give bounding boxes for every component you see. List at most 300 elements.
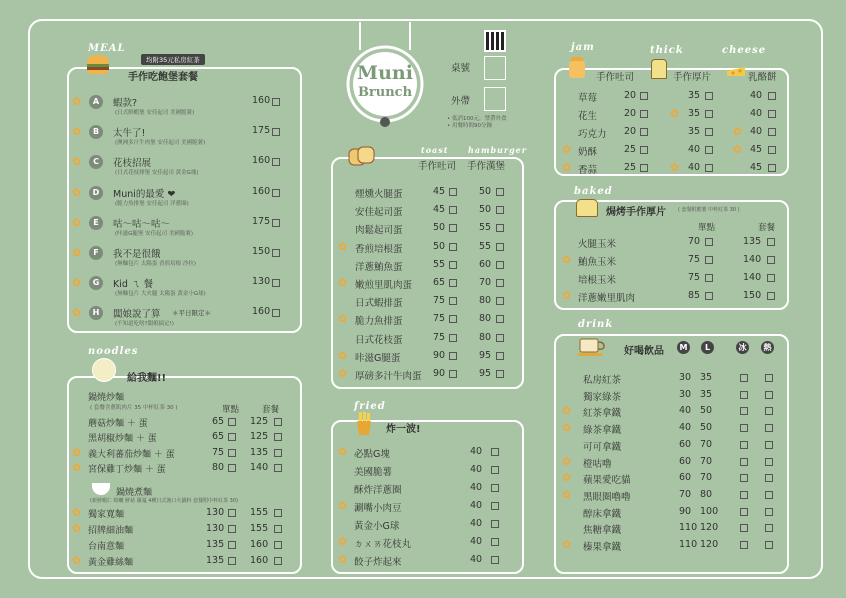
drink-hot-checkbox[interactable]	[765, 374, 773, 382]
star-icon: ✿	[72, 554, 82, 567]
drink-m-price: 110	[679, 539, 698, 550]
star-icon: ✿	[338, 535, 348, 548]
toast-checkbox[interactable]	[449, 352, 457, 360]
noodle-item-single: 130	[206, 523, 225, 534]
jam-item-name: 花生	[578, 111, 598, 122]
drink-m-price: 30	[679, 388, 692, 400]
jam-toast-checkbox[interactable]	[640, 128, 648, 136]
thick-tag: thick	[650, 45, 684, 56]
jam-toast-checkbox[interactable]	[640, 92, 648, 100]
drink-m-price: 40	[679, 422, 692, 434]
toast-item-name: 咔滋G腿蛋	[355, 352, 401, 364]
noodle-single-checkbox[interactable]	[228, 418, 236, 426]
noodle-set-checkbox[interactable]	[274, 541, 282, 549]
meal-item-price: 160	[252, 306, 271, 318]
drink-ice-checkbox[interactable]	[740, 508, 748, 516]
toast-checkbox[interactable]	[449, 224, 457, 232]
drink-l-price: 35	[700, 372, 713, 383]
meal-item-desc: (無麵包片 太陽蛋 香煎培根 沙拉)	[115, 261, 197, 267]
jam-cheese-checkbox[interactable]	[768, 128, 776, 136]
star-icon: ✿	[72, 215, 82, 229]
jam-panel	[554, 68, 789, 176]
noodle-item-name: 義大利蕃茄炒麵 ＋ 蛋	[88, 449, 175, 460]
fried-panel	[331, 420, 524, 574]
hot-badge: 熱	[761, 341, 774, 354]
star-icon: ✿	[72, 125, 82, 139]
fried-checkbox[interactable]	[491, 484, 499, 492]
jam-thick-checkbox[interactable]	[705, 128, 713, 136]
noodle-item-single: 75	[212, 446, 225, 458]
noodle-item-name: 蘑菇炒麵 ＋ 蛋	[88, 419, 148, 429]
meal-item-checkbox[interactable]	[272, 128, 280, 136]
jam-cheese-checkbox[interactable]	[768, 110, 776, 118]
meal-item-name: 闆娘說了算	[113, 309, 161, 321]
burger-checkbox[interactable]	[496, 261, 504, 269]
drink-l-price: 35	[700, 388, 713, 400]
meal-title: 手作吃飽堡套餐	[128, 72, 198, 83]
fried-item-price: 40	[470, 500, 483, 511]
toast-item-name: 脆力魚排蛋	[355, 316, 403, 328]
drink-ice-checkbox[interactable]	[740, 391, 748, 399]
noodle-item-name: 黃金雞絲麵	[88, 558, 134, 568]
drink-l-price: 70	[700, 455, 713, 467]
takeout-label: 外帶	[451, 96, 471, 107]
takeout-box[interactable]	[484, 87, 506, 111]
star-icon: ✿	[562, 471, 572, 485]
toast-checkbox[interactable]	[449, 206, 457, 214]
star-icon: ✿	[72, 445, 82, 459]
noodle-set-checkbox[interactable]	[274, 525, 282, 533]
cheese-icon	[727, 62, 745, 76]
baked-item-name: 鮪魚玉米	[578, 257, 617, 268]
table-label: 桌號	[451, 63, 471, 74]
meal-item-desc: (無麵包片 大火腿 太陽蛋 黃金小G球)	[115, 291, 206, 298]
toast-checkbox[interactable]	[449, 261, 457, 269]
baked-col-set: 套餐	[758, 223, 776, 233]
fried-item-price: 40	[470, 536, 483, 547]
fried-checkbox[interactable]	[491, 520, 499, 528]
star-icon: ✿	[72, 306, 82, 320]
burger-item-price: 80	[479, 295, 492, 307]
burger-checkbox[interactable]	[496, 334, 504, 342]
noodle-single-checkbox[interactable]	[228, 557, 236, 565]
drink-hot-checkbox[interactable]	[765, 474, 773, 482]
drink-l-price: 50	[700, 405, 713, 417]
baked-single-price: 85	[688, 290, 701, 301]
drink-l-price: 120	[700, 522, 719, 534]
jam-toast-checkbox[interactable]	[640, 146, 648, 154]
fried-item-name: 黃金小G球	[354, 521, 400, 532]
fried-item-name: 美國脆薯	[354, 467, 393, 478]
drink-panel	[554, 334, 789, 574]
drink-ice-checkbox[interactable]	[740, 458, 748, 466]
meal-item-desc: (澳洲多汁牛肉堡 安佳起司 美國脆薯)	[115, 140, 206, 147]
drink-tag: drink	[578, 319, 614, 330]
star-icon: ✿	[338, 445, 348, 458]
meal-item-desc: (日式鮮蝦堡 安佳起司 美國脆薯)	[115, 110, 195, 116]
jam-col-thick: 手作厚片	[673, 72, 712, 83]
drink-hot-checkbox[interactable]	[765, 441, 773, 449]
noodle-set-checkbox[interactable]	[274, 464, 282, 472]
noodles-section2-title: 鍋燒煮麵	[116, 488, 153, 498]
baked-icon	[576, 199, 598, 217]
toast-item-name: 日式花枝蛋	[355, 334, 403, 346]
noodle-item-name: 黑胡椒炒麵 ＋ 蛋	[88, 434, 157, 445]
noodle-item-set: 160	[250, 555, 269, 566]
meal-item-checkbox[interactable]	[272, 309, 280, 317]
star-icon: ✿	[562, 161, 572, 174]
baked-note: ( 套餐附脆薯 中杯紅茶 30 )	[678, 207, 740, 213]
drink-m-price: 90	[679, 505, 692, 517]
drink-hot-checkbox[interactable]	[765, 508, 773, 516]
meal-item-checkbox[interactable]	[272, 249, 280, 257]
star-icon: ✿	[72, 155, 82, 169]
drink-hot-checkbox[interactable]	[765, 391, 773, 399]
fried-item-price: 40	[470, 464, 483, 475]
fried-item-name: 涮嘴小肉豆	[354, 503, 402, 514]
noodle-single-checkbox[interactable]	[228, 433, 236, 441]
baked-item-name: 洋蔥嫩里肌肉	[578, 293, 636, 304]
toast-item-name: 日式蝦排蛋	[355, 298, 403, 310]
jam-thick-checkbox[interactable]	[705, 92, 713, 100]
star-icon: ✿	[562, 143, 572, 156]
meal-item-price: 175	[252, 215, 271, 227]
star-icon: ✿	[72, 276, 82, 290]
fried-item-name: 酥炸洋蔥圈	[354, 485, 402, 496]
jam-thick-price: 40	[688, 144, 701, 155]
baked-set-checkbox[interactable]	[767, 274, 775, 282]
toast-tag: toast	[421, 145, 449, 155]
toast-item-name: 煙燻火腿蛋	[355, 189, 403, 200]
star-icon: ✿	[338, 348, 348, 362]
baked-single-price: 75	[688, 272, 701, 283]
star-icon: ✿	[338, 239, 348, 253]
jam-cheese-checkbox[interactable]	[768, 92, 776, 100]
toast-checkbox[interactable]	[449, 297, 457, 305]
drink-item-name: 蘋果愛吃貓	[583, 475, 631, 487]
noodle-set-checkbox[interactable]	[274, 433, 282, 441]
noodle-single-checkbox[interactable]	[228, 525, 236, 533]
burger-item-price: 95	[479, 349, 492, 361]
baked-single-checkbox[interactable]	[705, 274, 713, 282]
jam-thick-checkbox[interactable]	[705, 164, 713, 172]
meal-item-desc: (不知道吃啥?闆娘搞定!)	[115, 321, 174, 328]
jam-cheese-checkbox[interactable]	[768, 146, 776, 154]
drink-item-name: 黑眼圈嚕嚕	[583, 491, 631, 503]
noodles-col-set: 套餐	[262, 405, 280, 415]
ice-badge: 冰	[736, 341, 749, 354]
noodle-item-name: 獨家寬麵	[88, 510, 125, 520]
drink-ice-checkbox[interactable]	[740, 424, 748, 432]
meal-note: 均附35元私房紅茶	[141, 54, 205, 65]
meal-item-checkbox[interactable]	[272, 279, 280, 287]
meal-item-name: 我不是很餓	[113, 249, 161, 260]
drink-item-name: 醇床拿鐵	[583, 508, 622, 520]
jam-toast-price: 20	[624, 108, 637, 119]
note-time: • 用餐時間90分鐘	[447, 123, 492, 129]
meal-item-price: 175	[252, 125, 271, 137]
jam-cheese-price: 45	[750, 162, 763, 173]
toast-item-price: 65	[433, 277, 446, 288]
toast-checkbox[interactable]	[449, 188, 457, 196]
fried-checkbox[interactable]	[491, 466, 499, 474]
meal-item-extra: ＊平日限定＊	[172, 309, 211, 318]
meal-item-checkbox[interactable]	[272, 189, 280, 197]
fried-item-price: 40	[470, 482, 483, 493]
noodle-single-checkbox[interactable]	[228, 449, 236, 457]
drink-hot-checkbox[interactable]	[765, 458, 773, 466]
toast-checkbox[interactable]	[449, 334, 457, 342]
star-icon: ✿	[338, 367, 348, 380]
noodle-item-set: 125	[250, 431, 269, 443]
meal-item-desc: (日式花枝排堡 安佳起司 黃金G塊)	[115, 170, 199, 177]
jam-thick-checkbox[interactable]	[705, 110, 713, 118]
fried-item-price: 40	[470, 518, 483, 529]
star-icon: ✿	[733, 143, 743, 156]
noodle-item-set: 155	[250, 523, 269, 534]
hamburger-tag: hamburger	[468, 145, 527, 155]
burger-item-price: 80	[479, 313, 492, 325]
meal-item-price: 130	[252, 276, 271, 288]
jam-jar-icon	[568, 57, 586, 79]
jam-cheese-price: 40	[750, 108, 763, 119]
baked-single-checkbox[interactable]	[705, 238, 713, 246]
drink-l-price: 50	[700, 422, 713, 434]
drink-m-price: 40	[679, 405, 692, 417]
fried-checkbox[interactable]	[491, 556, 499, 564]
noodle-item-name: 台南意麵	[88, 542, 125, 552]
noodle-item-set: 140	[250, 461, 269, 473]
drink-l-price: 80	[700, 488, 713, 500]
star-icon: ✿	[72, 460, 82, 474]
toast-item-name: 嫩煎里肌肉蛋	[355, 280, 413, 291]
jam-toast-checkbox[interactable]	[640, 110, 648, 118]
star-icon: ✿	[562, 538, 572, 551]
meal-item-price: 160	[252, 155, 271, 167]
coffee-cup-icon	[578, 336, 606, 358]
drink-hot-checkbox[interactable]	[765, 541, 773, 549]
drink-item-name: 橙咕嚕	[583, 458, 612, 470]
noodle-single-checkbox[interactable]	[228, 509, 236, 517]
star-icon: ✿	[338, 553, 348, 566]
logo-line1: Muni	[357, 62, 413, 84]
baked-set-checkbox[interactable]	[767, 238, 775, 246]
jam-thick-checkbox[interactable]	[705, 146, 713, 154]
star-icon: ✿	[562, 454, 572, 468]
burger-item-price: 55	[479, 222, 492, 234]
drink-item-name: 紅茶拿鐵	[583, 408, 622, 420]
meal-item-name: 太牛了!	[113, 128, 146, 140]
meal-letter-badge: C	[89, 155, 103, 169]
burger-checkbox[interactable]	[496, 315, 504, 323]
thick-toast-icon	[651, 59, 667, 79]
toast-item-price: 45	[433, 204, 446, 216]
drink-hot-checkbox[interactable]	[765, 407, 773, 415]
burger-checkbox[interactable]	[496, 206, 504, 214]
noodle-bowl-icon	[92, 358, 116, 382]
baked-single-checkbox[interactable]	[705, 256, 713, 264]
toast-item-name: 香煎培根蛋	[355, 243, 403, 255]
drink-hot-checkbox[interactable]	[765, 524, 773, 532]
cheese-tag: cheese	[722, 45, 767, 56]
noodles-title: 給我麵!!	[127, 373, 167, 384]
toast-item-price: 50	[433, 240, 446, 252]
baked-tag: baked	[574, 186, 613, 197]
noodle-item-set: 135	[250, 446, 269, 458]
fried-checkbox[interactable]	[491, 448, 499, 456]
noodle-item-name: 招牌細油麵	[88, 526, 134, 536]
drink-ice-checkbox[interactable]	[740, 541, 748, 549]
baked-item-name: 火腿玉米	[578, 239, 617, 250]
fries-icon	[355, 412, 373, 436]
burger-checkbox[interactable]	[496, 370, 504, 378]
note-min-charge: • 低消100元，禁帶外食	[447, 116, 507, 122]
toast-item-price: 90	[433, 349, 446, 361]
meal-letter-badge: A	[89, 95, 103, 109]
drink-ice-checkbox[interactable]	[740, 524, 748, 532]
star-icon: ✿	[562, 421, 572, 435]
noodles-section1-note: ( 套餐含蔥肌肉片 35 中杯紅茶 30 )	[90, 405, 178, 411]
toast-item-price: 75	[433, 331, 446, 343]
fried-checkbox[interactable]	[491, 502, 499, 510]
meal-item-name: 咕～咕～咕～	[113, 218, 171, 230]
baked-single-checkbox[interactable]	[705, 292, 713, 300]
baked-set-checkbox[interactable]	[767, 292, 775, 300]
fried-checkbox[interactable]	[491, 538, 499, 546]
fried-item-price: 40	[470, 554, 483, 565]
size-m-badge: M	[677, 341, 690, 354]
drink-l-price: 100	[700, 505, 719, 517]
drink-ice-checkbox[interactable]	[740, 491, 748, 499]
drink-ice-checkbox[interactable]	[740, 474, 748, 482]
meal-letter-badge: D	[89, 186, 103, 200]
drink-item-name: 私房紅茶	[583, 375, 622, 386]
meal-item-checkbox[interactable]	[272, 98, 280, 106]
drink-ice-checkbox[interactable]	[740, 407, 748, 415]
star-icon: ✿	[670, 161, 680, 174]
noodles-section2-note: (新鮮蝦仁 蛤蠣 鮮菇 蘿蔓 4種日式漁口火鍋料 套餐附中杯紅茶 30)	[90, 498, 238, 504]
jam-thick-price: 35	[688, 108, 701, 119]
noodle-set-checkbox[interactable]	[274, 449, 282, 457]
drink-m-price: 70	[679, 488, 692, 500]
drink-l-price: 120	[700, 539, 719, 550]
toast-checkbox[interactable]	[449, 370, 457, 378]
jam-toast-price: 25	[624, 162, 637, 173]
toast-checkbox[interactable]	[449, 243, 457, 251]
fried-item-name: 必點G塊	[354, 449, 390, 460]
drink-m-price: 110	[679, 522, 698, 534]
burger-checkbox[interactable]	[496, 243, 504, 251]
drink-ice-checkbox[interactable]	[740, 441, 748, 449]
burger-item-price: 80	[479, 331, 492, 343]
noodle-item-single: 135	[206, 539, 225, 550]
toast-checkbox[interactable]	[449, 279, 457, 287]
toast-checkbox[interactable]	[449, 315, 457, 323]
jam-cheese-price: 40	[750, 126, 763, 137]
noodle-item-name: 宮保雞丁炒麵 ＋ 蛋	[88, 464, 166, 475]
noodle-single-checkbox[interactable]	[228, 464, 236, 472]
noodle-set-checkbox[interactable]	[274, 418, 282, 426]
meal-item-name: Kid ㄟ 餐	[113, 279, 153, 291]
jam-cheese-price: 40	[750, 90, 763, 101]
drink-item-name: 焦糖拿鐵	[583, 525, 622, 537]
baked-set-price: 140	[743, 254, 762, 265]
jam-col-cheese: 乳酪餅	[748, 72, 777, 83]
table-number-box[interactable]	[484, 56, 506, 80]
baked-single-price: 75	[688, 254, 701, 265]
drink-hot-checkbox[interactable]	[765, 491, 773, 499]
qr-code	[484, 30, 506, 52]
meal-item-checkbox[interactable]	[272, 158, 280, 166]
star-icon: ✿	[72, 506, 82, 519]
drink-m-price: 60	[679, 438, 692, 450]
noodles-col-single: 單點	[222, 405, 240, 415]
burger-checkbox[interactable]	[496, 279, 504, 287]
jam-toast-checkbox[interactable]	[640, 164, 648, 172]
star-icon: ✿	[72, 95, 82, 108]
toast-item-name: 安佳起司蛋	[355, 207, 403, 219]
drink-m-price: 30	[679, 372, 692, 383]
burger-item-price: 95	[479, 368, 492, 379]
star-icon: ✿	[733, 125, 743, 138]
noodle-set-checkbox[interactable]	[274, 557, 282, 565]
meal-item-price: 160	[252, 95, 271, 106]
meal-item-desc: (咔滋G腿堡 安佳起司 美國脆薯)	[115, 230, 194, 237]
burger-item-price: 60	[479, 258, 492, 270]
meal-item-desc: (脆力魚排堡 安佳起司 洋蔥圈)	[115, 200, 189, 207]
jam-thick-price: 35	[688, 126, 701, 137]
meal-letter-badge: H	[89, 306, 103, 320]
jam-col-toast: 手作吐司	[596, 72, 635, 83]
toast-col-toast: 手作吐司	[418, 161, 457, 172]
fried-item-price: 40	[470, 446, 483, 457]
logo-line2: Brunch	[357, 85, 413, 100]
meal-tag: MEAL	[88, 43, 126, 54]
drink-item-name: 獨家綠茶	[583, 391, 622, 403]
jam-thick-price: 40	[688, 162, 701, 173]
jam-toast-price: 20	[624, 126, 637, 137]
meal-letter-badge: E	[89, 216, 103, 230]
logo	[338, 22, 432, 132]
toast-item-name: 厚磅多汁牛肉蛋	[355, 371, 422, 382]
noodle-set-checkbox[interactable]	[274, 509, 282, 517]
star-icon: ✿	[72, 246, 82, 259]
baked-set-checkbox[interactable]	[767, 256, 775, 264]
drink-m-price: 60	[679, 472, 692, 484]
drink-ice-checkbox[interactable]	[740, 374, 748, 382]
meal-letter-badge: B	[89, 125, 103, 139]
star-icon: ✿	[72, 185, 82, 199]
noodle-single-checkbox[interactable]	[228, 541, 236, 549]
meal-item-checkbox[interactable]	[272, 219, 280, 227]
baked-set-price: 140	[743, 272, 762, 283]
drink-hot-checkbox[interactable]	[765, 424, 773, 432]
drink-m-price: 60	[679, 455, 692, 467]
burger-item-price: 50	[479, 204, 492, 216]
star-icon: ✿	[562, 404, 572, 418]
burger-checkbox[interactable]	[496, 297, 504, 305]
fried-item-name: 餃子炸起來	[354, 557, 402, 568]
jam-cheese-checkbox[interactable]	[768, 164, 776, 172]
burger-checkbox[interactable]	[496, 352, 504, 360]
toast-item-price: 45	[433, 186, 446, 197]
burger-checkbox[interactable]	[496, 188, 504, 196]
baked-title: 焗烤手作厚片	[606, 207, 666, 218]
noodle-item-single: 80	[212, 461, 225, 473]
noodles-section1-title: 鍋燒炒麵	[88, 393, 125, 403]
burger-checkbox[interactable]	[496, 224, 504, 232]
meal-item-name: 花枝招展	[113, 158, 152, 170]
